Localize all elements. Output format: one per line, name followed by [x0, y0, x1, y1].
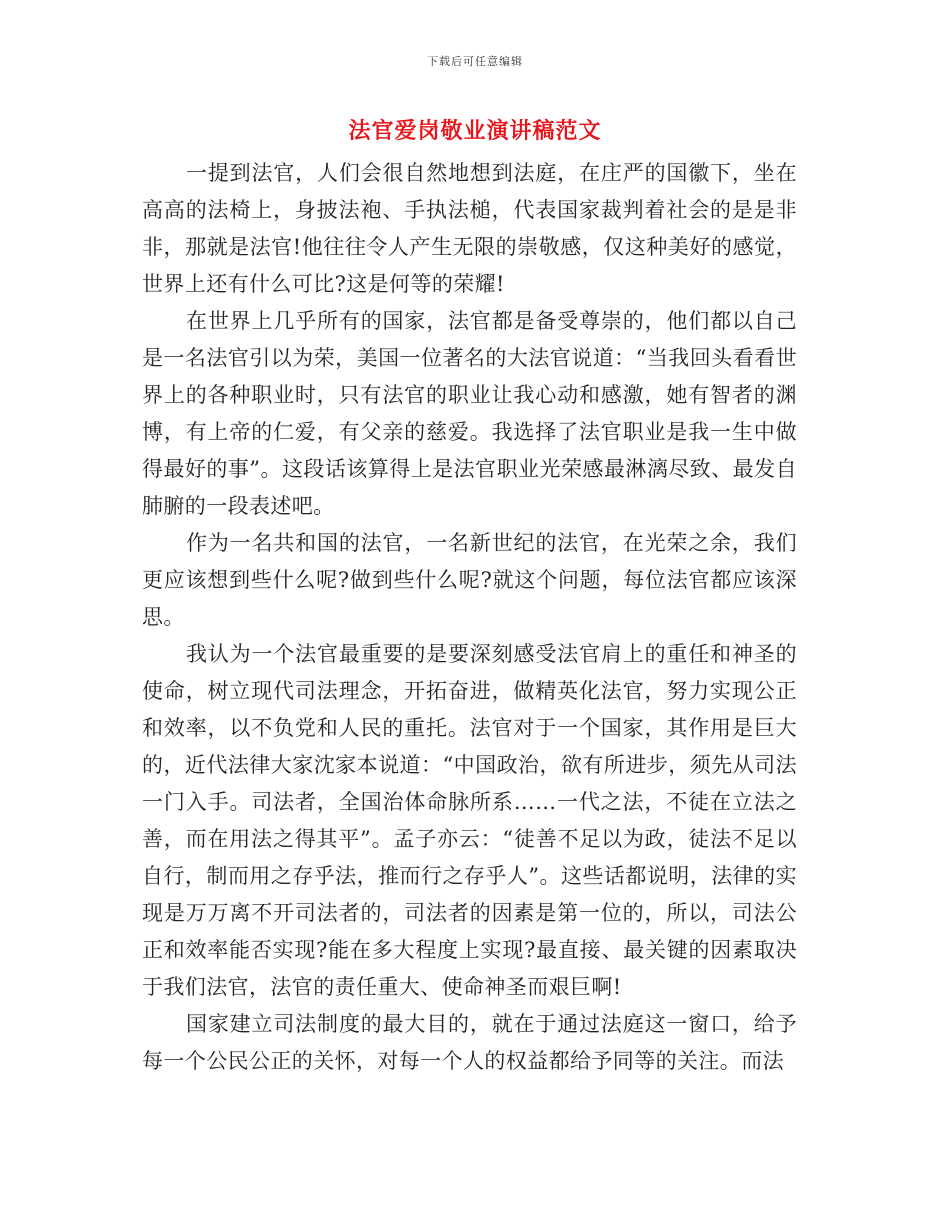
paragraph: 作为一名共和国的法官，一名新世纪的法官，在光荣之余，我们更应该想到些什么呢?做到些什么呢?就这个问题，每位法官都应该深思。 — [142, 531, 797, 629]
paragraph: 我认为一个法官最重要的是要深刻感受法官肩上的重任和神圣的使命，树立现代司法理念，开拓奋进，做精英化法官，努力实现公正和效率，以不负党和人民的重托。法官对于一个国家，其作用是巨大的，近代法律大家沈家本说道：“中国政治，欲有所进步，须先从司法一门入手。司法者，全国治体命脉所系……一代之法，不徒在立法之善，而在用法之得其平”。孟子亦云：“徒善不足以为政，徒法不足以自行，制而用之存乎法，推而行之存乎人”。这些话都说明，法律的实现是万万离不开司法者的，司法者的因素是第一位的，所以，司法公正和效率能否实现?能在多大程度上实现?最直接、最关键的因素取决于我们法官，法官的责任重大、使命神圣而艰巨啊! — [142, 642, 797, 999]
page-header-note: 下载后可任意编辑 — [427, 55, 523, 68]
paragraph: 国家建立司法制度的最大目的，就在于通过法庭这一窗口，给予每一个公民公正的关怀，对每一个人的权益都给予同等的关注。而法 — [142, 1012, 797, 1073]
paragraph: 在世界上几乎所有的国家，法官都是备受尊崇的，他们都以自己是一名法官引以为荣，美国一位著名的大法官说道：“当我回头看看世界上的各种职业时，只有法官的职业让我心动和感激，她有智者的渊博，有上帝的仁爱，有父亲的慈爱。我选择了法官职业是我一生中做得最好的事”。这段话该算得上是法官职业光荣感最淋漓尽致、最发自肺腑的一段表述吧。 — [142, 309, 797, 518]
document-title: 法官爱岗敬业演讲稿范文 — [348, 119, 602, 144]
paragraph: 一提到法官，人们会很自然地想到法庭，在庄严的国徽下，坐在高高的法椅上，身披法袍、手执法槌，代表国家裁判着社会的是是非非，那就是法官!他往往令人产生无限的崇敬感，仅这种美好的感觉，世界上还有什么可比?这是何等的荣耀! — [142, 161, 797, 296]
document-body — [142, 155, 797, 1080]
